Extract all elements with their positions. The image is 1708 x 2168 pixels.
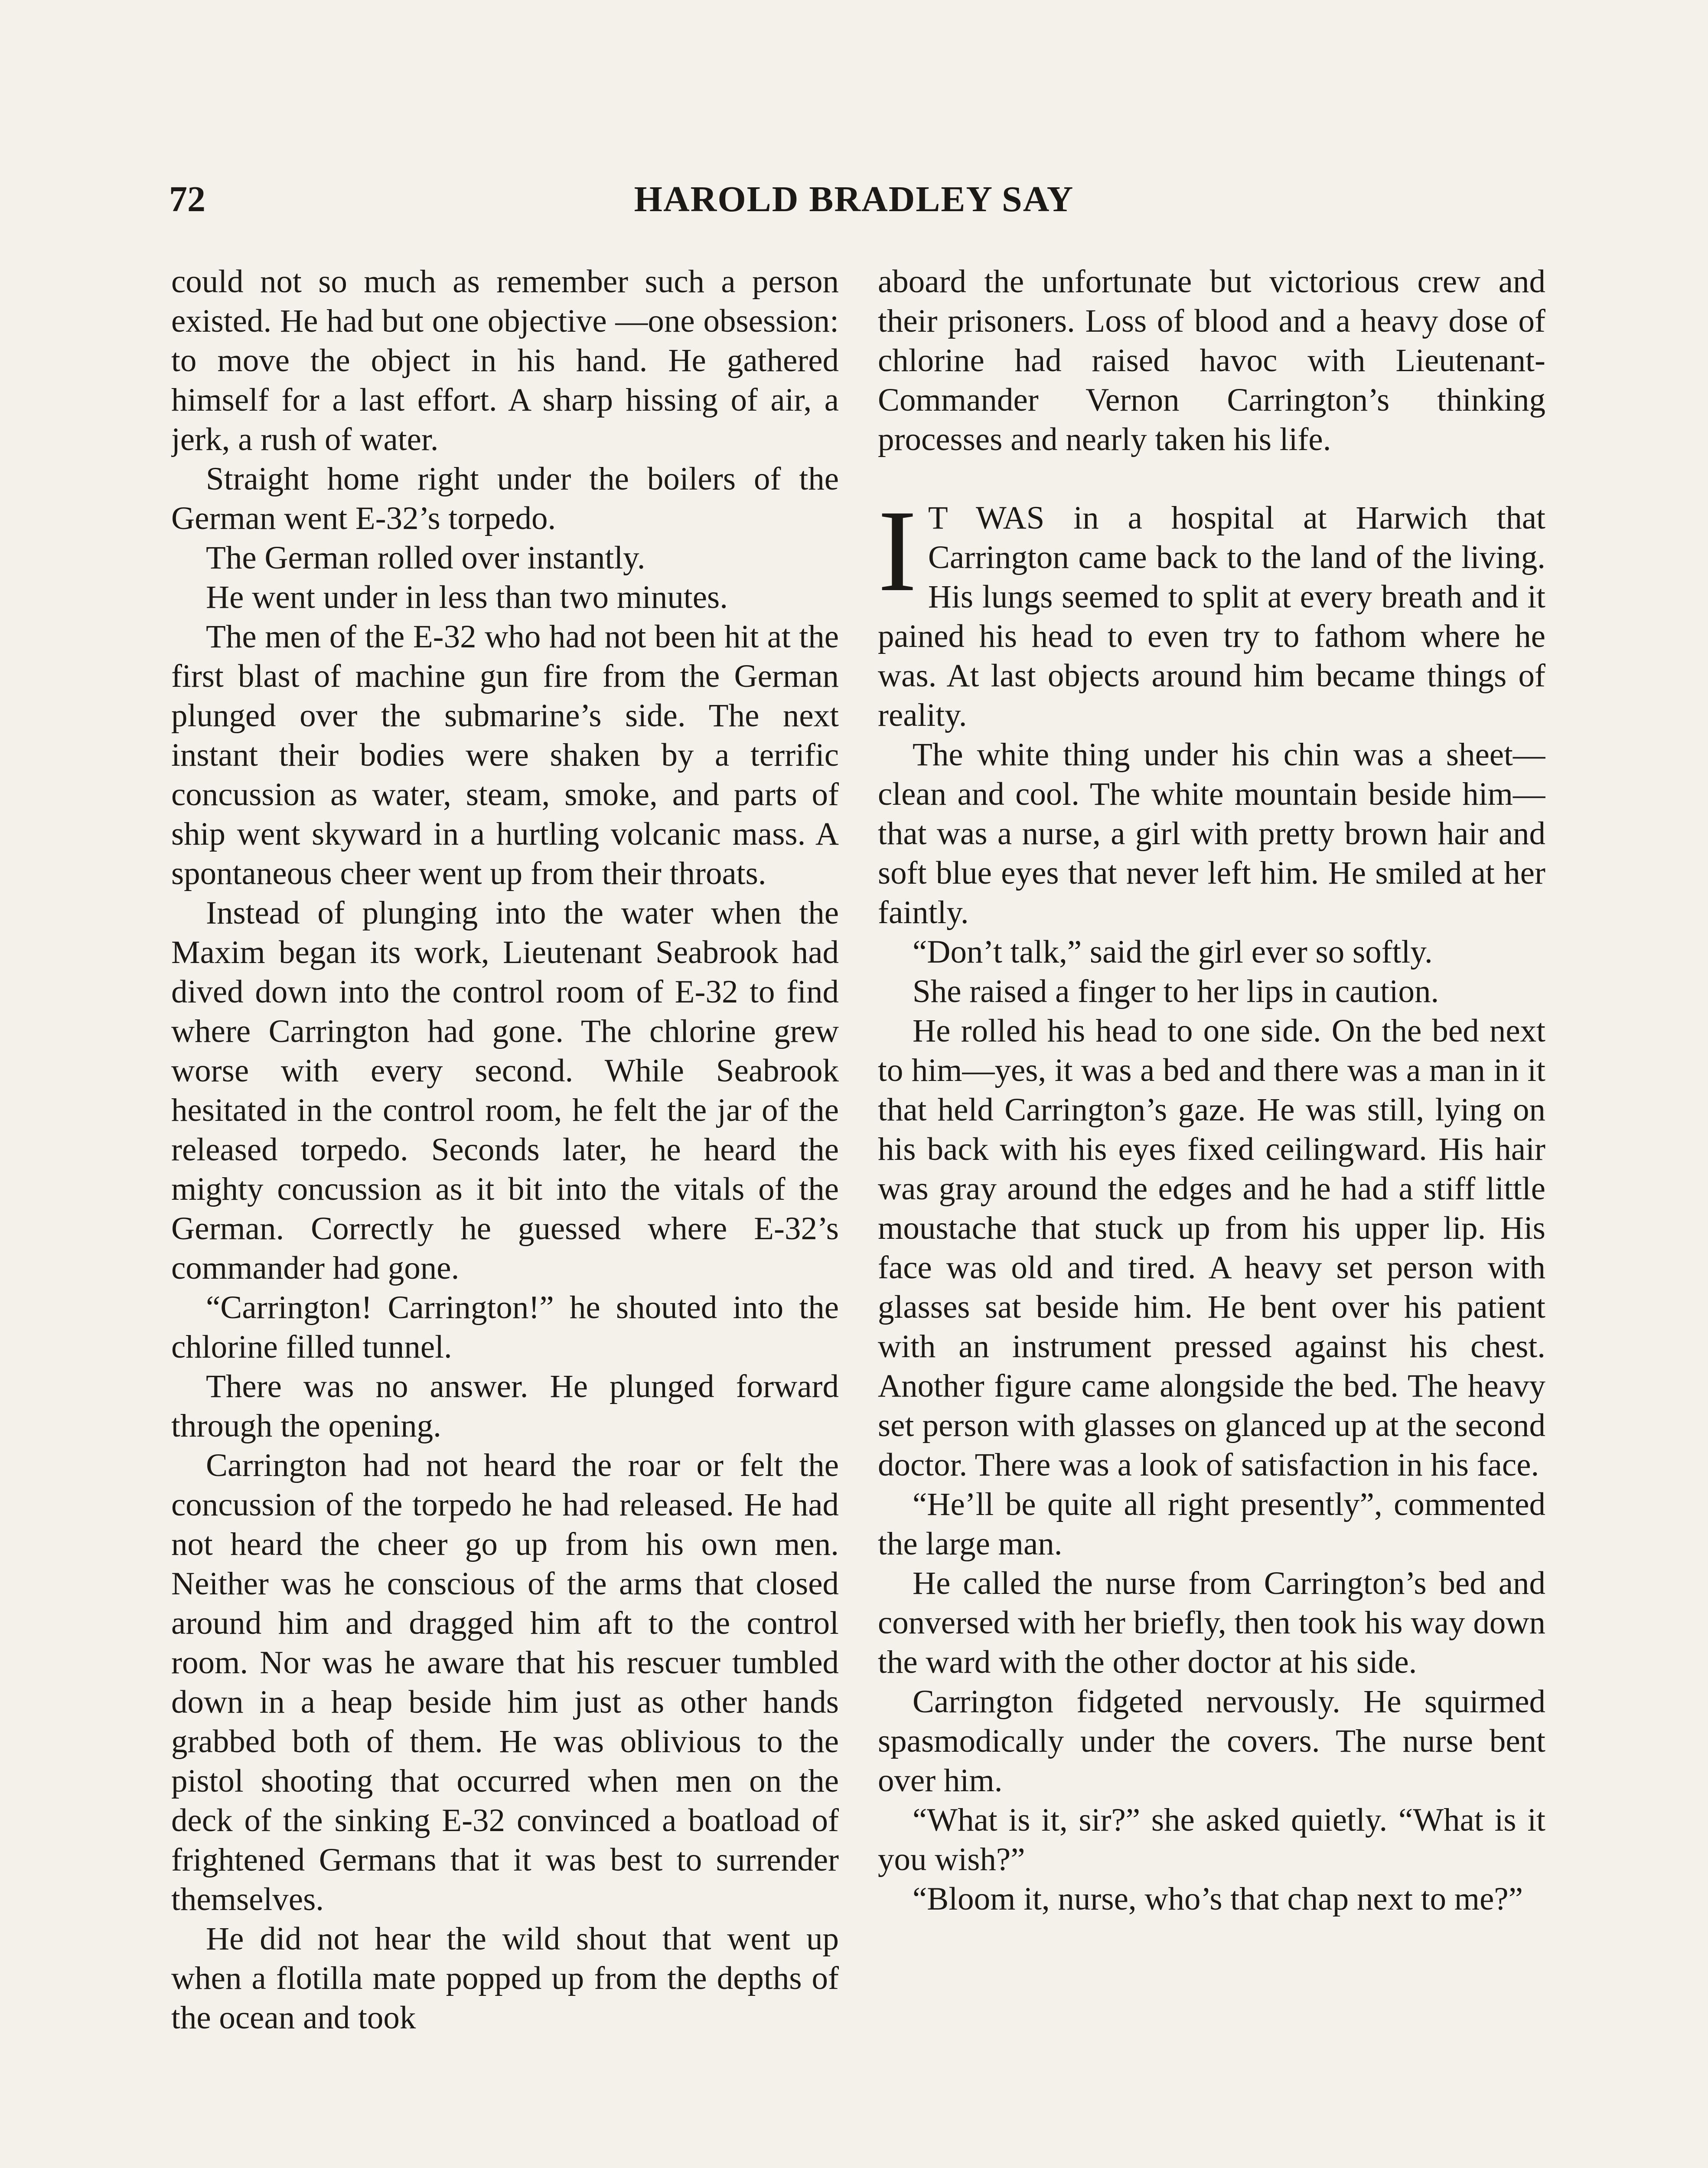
left-column bbox=[171, 262, 839, 2168]
paragraph: The white thing under his chin was a sheet—clean and cool. The white mountain beside him—that was a nurse, a girl with pretty brown hair and soft blue eyes that never left him. He smiled at her faintly. bbox=[878, 737, 1545, 931]
paragraph: could not so much as remember such a person existed. He had but one objective —one obsession: to move the object in his hand. He gathered himself for a last effort. A sharp hissing of air, a jerk, a rush of water. bbox=[171, 264, 839, 457]
paragraph: He went under in less than two minutes. bbox=[206, 579, 728, 615]
paragraph: He did not hear the wild shout that went up when a flotilla mate popped up from the depths of the ocean and took bbox=[171, 1921, 839, 2036]
paragraph: “Carrington! Carrington!” he shouted into the chlorine filled tunnel. bbox=[171, 1290, 839, 1365]
paragraph: aboard the unfortunate but victorious crew and their prisoners. Loss of blood and a heavy dose of chlorine had raised havoc with Lieutenant-Commander Vernon Carrington’s thinking processes and nearly taken his life. bbox=[878, 264, 1545, 457]
paragraph: “Don’t talk,” said the girl ever so softly. bbox=[913, 934, 1433, 970]
page-number: 72 bbox=[169, 179, 205, 219]
running-title: HAROLD BRADLEY SAY bbox=[634, 179, 1074, 219]
paragraph: “Bloom it, nurse, who’s that chap next to me?” bbox=[913, 1881, 1523, 1917]
paragraph: There was no answer. He plunged forward through the opening. bbox=[171, 1368, 839, 1444]
paragraph: He rolled his head to one side. On the bed next to him—yes, it was a bed and there was a man in it that held Carrington’s gaze. He was still, lying on his back with his eyes fixed ceilingward. His hair was gray around the edges and he had a stiff little moustache that stuck up from his upper lip. His face was old and tired. A heavy set person with glasses sat beside him. He bent over his patient with an instrument pressed against his chest. Another figure came alongside the bed. The heavy set person with glasses on glanced up at the second doctor. There was a look of satisfaction in his face. bbox=[878, 1013, 1545, 1483]
paragraph: “What is it, sir?” she asked quietly. “What is it you wish?” bbox=[878, 1802, 1545, 1877]
paragraph: Carrington fidgeted nervously. He squirmed spasmodically under the covers. The nurse bent over him. bbox=[878, 1684, 1545, 1799]
paragraph: “He’ll be quite all right presently”, commented the large man. bbox=[878, 1486, 1545, 1562]
right-column bbox=[878, 262, 1545, 2168]
paragraph: The men of the E-32 who had not been hit at the first blast of machine gun fire from the German plunged over the submarine’s side. The next instant their bodies were shaken by a terrific concussion as water, steam, smoke, and parts of ship went skyward in a hurtling volcanic mass. A spontaneous cheer went up from their throats. bbox=[171, 619, 839, 891]
paragraph: Carrington had not heard the roar or felt the concussion of the torpedo he had released. He had not heard the cheer go up from his own men. Neither was he conscious of the arms that closed around him and dragged him aft to the control room. Nor was he aware that his rescuer tumbled down in a heap beside him just as other hands grabbed both of them. He was oblivious to the pistol shooting that occurred when men on the deck of the sinking E-32 convinced a boatload of frightened Germans that it was best to surrender themselves. bbox=[171, 1447, 839, 1917]
paragraph: She raised a finger to her lips in caution. bbox=[913, 973, 1439, 1009]
drop-cap-text: T WAS in a hospital at Harwich that Carrington came back to the land of the living. His lungs seemed to split at every breath and it pained his head to even try to fathom where he was. At last objects around him became things of reality. bbox=[878, 500, 1545, 733]
paragraph: Instead of plunging into the water when the Maxim began its work, Lieutenant Seabrook had dived down into the control room of E-32 to find where Carrington had gone. The chlorine grew worse with every second. While Seabrook hesitated in the control room, he felt the jar of the released torpedo. Seconds later, he heard the mighty concussion as it bit into the vitals of the German. Correctly he guessed where E-32’s commander had gone. bbox=[171, 895, 839, 1286]
paragraph: Straight home right under the boilers of the German went E-32’s torpedo. bbox=[171, 461, 839, 536]
paragraph: The German rolled over instantly. bbox=[206, 540, 645, 576]
section-break bbox=[878, 459, 1545, 498]
drop-cap-paragraph bbox=[878, 486, 1545, 735]
drop-cap: I bbox=[878, 486, 917, 616]
paragraph: He called the nurse from Carrington’s bed and conversed with her briefly, then took his way down the ward with the other doctor at his side. bbox=[878, 1565, 1545, 1680]
page-header bbox=[169, 173, 1539, 225]
